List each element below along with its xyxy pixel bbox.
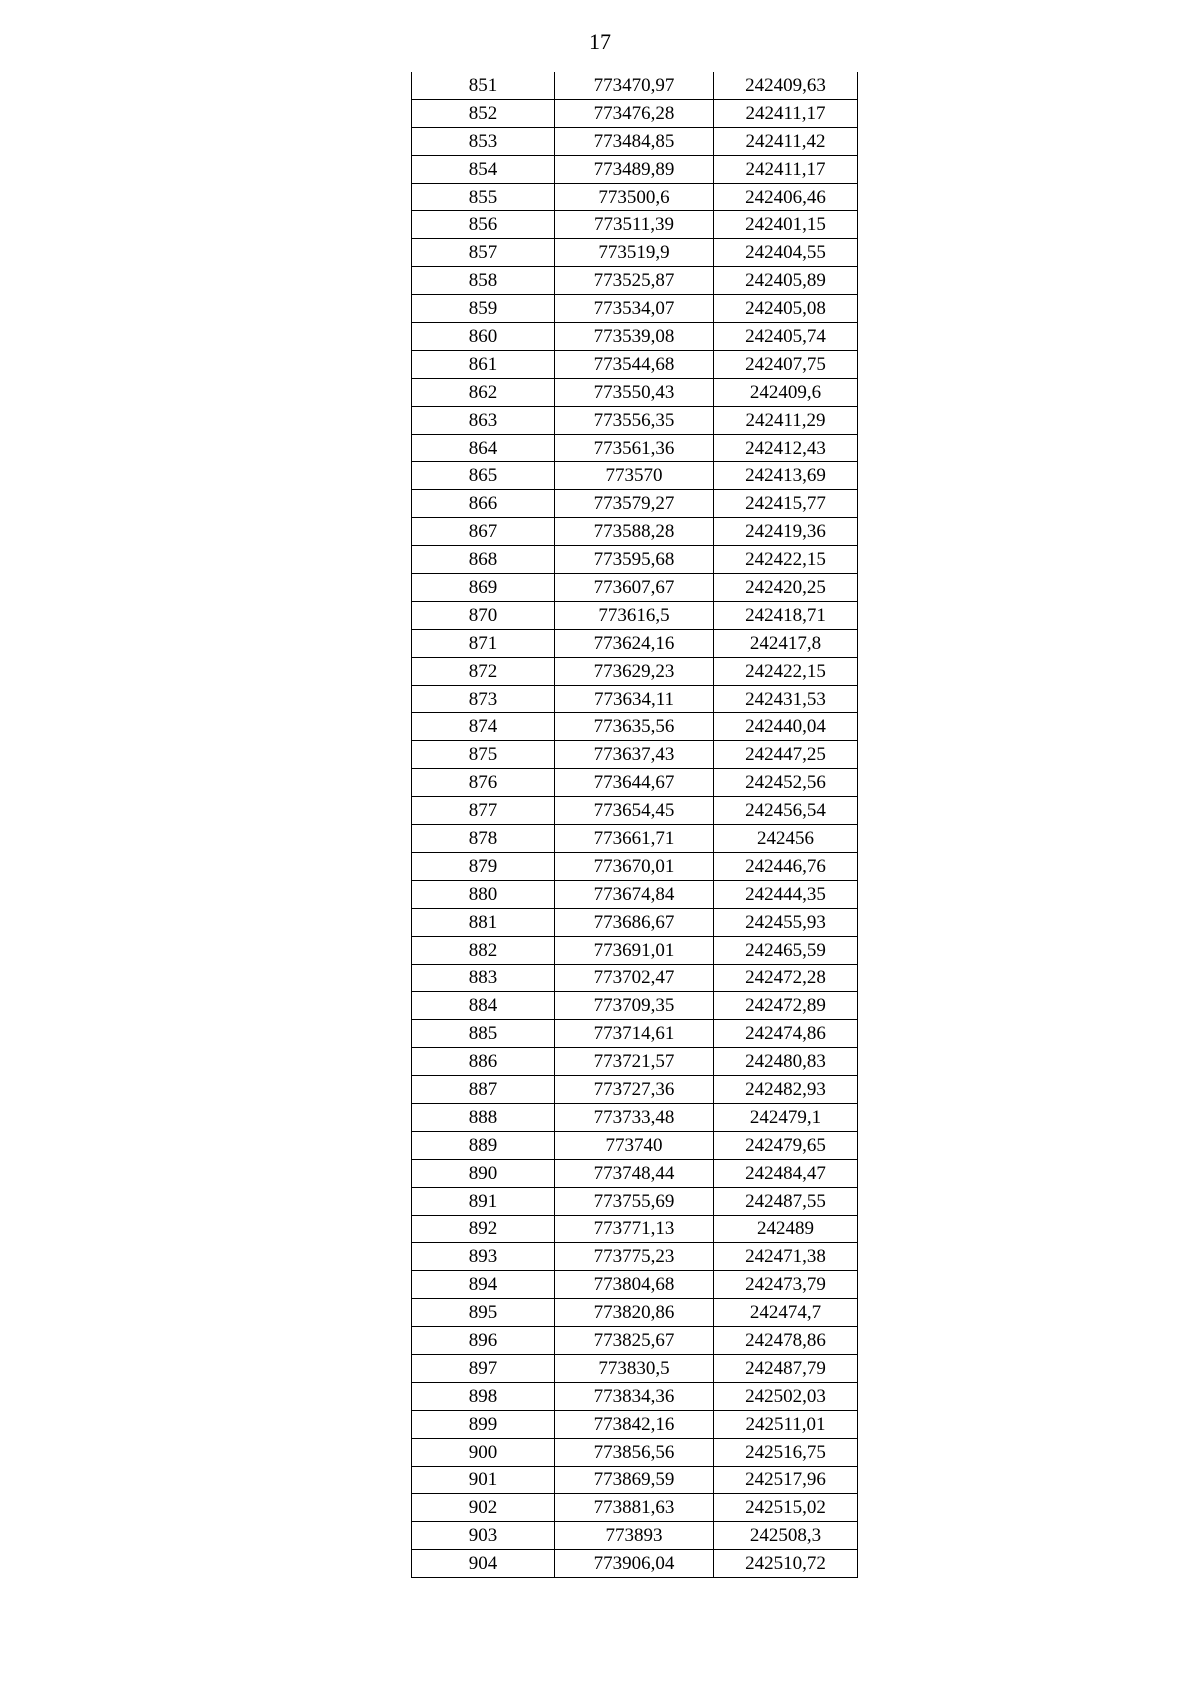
point-number-cell: 902 <box>412 1494 555 1522</box>
table-row <box>412 1131 858 1159</box>
x-coordinate-cell: 773629,23 <box>555 657 714 685</box>
table-row <box>412 629 858 657</box>
table-row <box>412 1382 858 1410</box>
table-row <box>412 685 858 713</box>
y-coordinate-cell: 242409,6 <box>714 378 858 406</box>
y-coordinate-cell: 242446,76 <box>714 852 858 880</box>
point-number-cell: 897 <box>412 1354 555 1382</box>
point-number-cell: 888 <box>412 1103 555 1131</box>
x-coordinate-cell: 773709,35 <box>555 992 714 1020</box>
x-coordinate-cell: 773686,67 <box>555 908 714 936</box>
y-coordinate-cell: 242411,29 <box>714 406 858 434</box>
table-row <box>412 323 858 351</box>
point-number-cell: 861 <box>412 350 555 378</box>
point-number-cell: 899 <box>412 1410 555 1438</box>
x-coordinate-cell: 773637,43 <box>555 741 714 769</box>
point-number-cell: 878 <box>412 825 555 853</box>
y-coordinate-cell: 242406,46 <box>714 183 858 211</box>
point-number-cell: 873 <box>412 685 555 713</box>
x-coordinate-cell: 773519,9 <box>555 239 714 267</box>
point-number-cell: 889 <box>412 1131 555 1159</box>
point-number-cell: 901 <box>412 1466 555 1494</box>
table-row <box>412 797 858 825</box>
point-number-cell: 896 <box>412 1327 555 1355</box>
table-row <box>412 908 858 936</box>
point-number-cell: 900 <box>412 1438 555 1466</box>
table-row <box>412 546 858 574</box>
table-row <box>412 657 858 685</box>
y-coordinate-cell: 242422,15 <box>714 657 858 685</box>
x-coordinate-cell: 773721,57 <box>555 1048 714 1076</box>
y-coordinate-cell: 242405,89 <box>714 267 858 295</box>
y-coordinate-cell: 242465,59 <box>714 936 858 964</box>
x-coordinate-cell: 773727,36 <box>555 1076 714 1104</box>
table-row <box>412 378 858 406</box>
y-coordinate-cell: 242510,72 <box>745 1553 826 1575</box>
x-coordinate-cell: 773550,43 <box>555 378 714 406</box>
point-number-cell: 855 <box>412 183 555 211</box>
y-coordinate-cell: 242444,35 <box>714 880 858 908</box>
x-coordinate-cell: 773820,86 <box>555 1299 714 1327</box>
y-coordinate-cell: 242420,25 <box>714 574 858 602</box>
table-row <box>412 1550 858 1578</box>
table-row <box>412 601 858 629</box>
x-coordinate-cell: 773561,36 <box>555 434 714 462</box>
y-coordinate-cell: 242417,8 <box>714 629 858 657</box>
table-row <box>412 741 858 769</box>
point-number-cell: 866 <box>412 490 555 518</box>
y-coordinate-cell: 242411,17 <box>714 155 858 183</box>
point-number-cell: 869 <box>412 574 555 602</box>
table-row <box>412 211 858 239</box>
table-row <box>412 1494 858 1522</box>
table-row <box>412 350 858 378</box>
point-number-cell: 859 <box>412 295 555 323</box>
y-coordinate-cell: 242508,3 <box>714 1522 858 1550</box>
point-number-cell: 867 <box>412 518 555 546</box>
y-coordinate-cell: 242471,38 <box>714 1243 858 1271</box>
table-row <box>412 239 858 267</box>
table-row <box>412 1215 858 1243</box>
point-number-cell: 853 <box>412 127 555 155</box>
point-number-cell: 903 <box>412 1522 555 1550</box>
point-number-cell: 879 <box>412 852 555 880</box>
table-row <box>412 1438 858 1466</box>
point-number-cell: 863 <box>412 406 555 434</box>
y-coordinate-cell: 242413,69 <box>714 462 858 490</box>
x-coordinate-cell: 773740 <box>555 1131 714 1159</box>
x-coordinate-cell: 773624,16 <box>555 629 714 657</box>
x-coordinate-cell: 773539,08 <box>555 323 714 351</box>
x-coordinate-cell: 773544,68 <box>555 350 714 378</box>
table-row <box>412 406 858 434</box>
y-coordinate-cell: 242431,53 <box>714 685 858 713</box>
table-row <box>412 1159 858 1187</box>
x-coordinate-cell: 773616,5 <box>555 601 714 629</box>
x-coordinate-cell: 773670,01 <box>555 852 714 880</box>
point-number-cell: 882 <box>412 936 555 964</box>
table-row <box>412 1271 858 1299</box>
coordinates-table <box>411 72 858 1578</box>
point-number-cell: 893 <box>412 1243 555 1271</box>
page-number: 17 <box>589 29 611 54</box>
point-number-cell: 872 <box>412 657 555 685</box>
x-coordinate-cell: 773635,56 <box>555 713 714 741</box>
point-number-cell: 862 <box>412 378 555 406</box>
x-coordinate-cell: 773804,68 <box>555 1271 714 1299</box>
y-coordinate-cell: 242418,71 <box>714 601 858 629</box>
table-row <box>412 295 858 323</box>
y-coordinate-cell: 242411,17 <box>714 99 858 127</box>
point-number-cell: 892 <box>412 1215 555 1243</box>
x-coordinate-cell: 773775,23 <box>555 1243 714 1271</box>
point-number-cell: 864 <box>412 434 555 462</box>
point-number-cell: 865 <box>412 462 555 490</box>
x-coordinate-cell: 773755,69 <box>555 1187 714 1215</box>
x-coordinate-cell: 773588,28 <box>555 518 714 546</box>
table-row <box>412 518 858 546</box>
y-coordinate-cell: 242487,55 <box>714 1187 858 1215</box>
y-coordinate-cell: 242478,86 <box>714 1327 858 1355</box>
point-number-cell: 854 <box>412 155 555 183</box>
y-coordinate-cell: 242472,28 <box>714 964 858 992</box>
x-coordinate-cell: 773511,39 <box>555 211 714 239</box>
y-coordinate-cell: 242405,74 <box>714 323 858 351</box>
x-coordinate-cell: 773470,97 <box>555 72 714 99</box>
x-coordinate-cell: 773702,47 <box>555 964 714 992</box>
point-number-cell: 877 <box>412 797 555 825</box>
y-coordinate-cell: 242480,83 <box>714 1048 858 1076</box>
point-number-cell: 871 <box>412 629 555 657</box>
x-coordinate-cell: 773856,56 <box>555 1438 714 1466</box>
table-row <box>412 1103 858 1131</box>
table-row <box>412 992 858 1020</box>
point-number-cell: 887 <box>412 1076 555 1104</box>
table-row <box>412 852 858 880</box>
table-row <box>412 1299 858 1327</box>
y-coordinate-cell: 242482,93 <box>714 1076 858 1104</box>
point-number-cell: 894 <box>412 1271 555 1299</box>
x-coordinate-cell: 773607,67 <box>555 574 714 602</box>
point-number-cell: 851 <box>412 72 555 99</box>
point-number-cell: 891 <box>412 1187 555 1215</box>
x-coordinate-cell: 773534,07 <box>555 295 714 323</box>
point-number-cell: 852 <box>412 99 555 127</box>
table-row <box>412 1076 858 1104</box>
table-row <box>412 1354 858 1382</box>
point-number-cell: 876 <box>412 769 555 797</box>
point-number-cell: 870 <box>412 601 555 629</box>
x-coordinate-cell: 773771,13 <box>555 1215 714 1243</box>
y-coordinate-cell: 242484,47 <box>714 1159 858 1187</box>
point-number-cell: 868 <box>412 546 555 574</box>
point-number-cell: 881 <box>412 908 555 936</box>
x-coordinate-cell: 773748,44 <box>555 1159 714 1187</box>
y-coordinate-cell: 242502,03 <box>714 1382 858 1410</box>
y-coordinate-cell: 242422,15 <box>714 546 858 574</box>
x-coordinate-cell: 773644,67 <box>555 769 714 797</box>
table-row <box>412 155 858 183</box>
x-coordinate-cell: 773654,45 <box>555 797 714 825</box>
point-number-cell: 886 <box>412 1048 555 1076</box>
y-coordinate-cell: 242479,1 <box>714 1103 858 1131</box>
point-number-cell: 895 <box>412 1299 555 1327</box>
point-number-cell: 883 <box>412 964 555 992</box>
point-number-cell: 885 <box>412 1020 555 1048</box>
y-coordinate-cell: 242474,7 <box>714 1299 858 1327</box>
table-row <box>412 462 858 490</box>
x-coordinate-cell: 773893 <box>555 1522 714 1550</box>
x-coordinate-cell: 773691,01 <box>555 936 714 964</box>
x-coordinate-cell: 773525,87 <box>555 267 714 295</box>
y-coordinate-cell: 242401,15 <box>714 211 858 239</box>
y-coordinate-cell: 242411,42 <box>714 127 858 155</box>
x-coordinate-cell: 773595,68 <box>555 546 714 574</box>
x-coordinate-cell: 773881,63 <box>555 1494 714 1522</box>
table-row <box>412 880 858 908</box>
x-coordinate-cell: 773830,5 <box>555 1354 714 1382</box>
point-number-cell: 898 <box>412 1382 555 1410</box>
point-number-cell: 858 <box>412 267 555 295</box>
y-coordinate-cell: 242415,77 <box>714 490 858 518</box>
x-coordinate-cell: 773489,89 <box>555 155 714 183</box>
y-coordinate-cell: 242456,54 <box>714 797 858 825</box>
table-row <box>412 1327 858 1355</box>
x-coordinate-cell: 773661,71 <box>555 825 714 853</box>
y-coordinate-cell: 242409,63 <box>714 72 858 99</box>
table-row <box>412 825 858 853</box>
x-coordinate-cell: 773476,28 <box>555 99 714 127</box>
y-coordinate-cell: 242404,55 <box>714 239 858 267</box>
x-coordinate-cell: 773500,6 <box>555 183 714 211</box>
y-coordinate-cell: 242515,02 <box>714 1494 858 1522</box>
table-row <box>412 72 858 99</box>
x-coordinate-cell: 773634,11 <box>555 685 714 713</box>
y-coordinate-cell: 242455,93 <box>714 908 858 936</box>
point-number-cell: 884 <box>412 992 555 1020</box>
x-coordinate-cell: 773834,36 <box>555 1382 714 1410</box>
x-coordinate-cell: 773579,27 <box>555 490 714 518</box>
table-row <box>412 1048 858 1076</box>
table-row <box>412 1243 858 1271</box>
y-coordinate-cell: 242447,25 <box>714 741 858 769</box>
y-coordinate-cell: 242511,01 <box>714 1410 858 1438</box>
y-coordinate-cell: 242412,43 <box>714 434 858 462</box>
point-number-cell: 875 <box>412 741 555 769</box>
table-row <box>412 936 858 964</box>
table-row <box>412 1187 858 1215</box>
x-coordinate-cell: 773484,85 <box>555 127 714 155</box>
x-coordinate-cell: 773869,59 <box>555 1466 714 1494</box>
point-number-cell: 874 <box>412 713 555 741</box>
table-row <box>412 267 858 295</box>
table-row <box>412 127 858 155</box>
x-coordinate-cell: 773570 <box>555 462 714 490</box>
x-coordinate-cell: 773842,16 <box>555 1410 714 1438</box>
y-coordinate-cell: 242479,65 <box>714 1131 858 1159</box>
y-coordinate-cell: 242440,04 <box>714 713 858 741</box>
y-coordinate-cell: 242452,56 <box>714 769 858 797</box>
table-row <box>412 574 858 602</box>
y-coordinate-cell: 242489 <box>714 1215 858 1243</box>
point-number-cell: 860 <box>412 323 555 351</box>
x-coordinate-cell: 773733,48 <box>555 1103 714 1131</box>
table-row <box>412 1410 858 1438</box>
table-row <box>412 183 858 211</box>
y-coordinate-cell: 242516,75 <box>714 1438 858 1466</box>
y-coordinate-cell: 242407,75 <box>714 350 858 378</box>
y-coordinate-cell: 242487,79 <box>714 1354 858 1382</box>
x-coordinate-cell: 773825,67 <box>555 1327 714 1355</box>
y-coordinate-cell: 242419,36 <box>714 518 858 546</box>
x-coordinate-cell: 773674,84 <box>555 880 714 908</box>
x-coordinate-cell: 773714,61 <box>555 1020 714 1048</box>
y-coordinate-cell: 242472,89 <box>714 992 858 1020</box>
point-number-cell: 904 <box>412 1550 555 1578</box>
point-number-cell: 890 <box>412 1159 555 1187</box>
table-row <box>412 1020 858 1048</box>
table-row <box>412 713 858 741</box>
y-coordinate-cell: 242474,86 <box>714 1020 858 1048</box>
point-number-cell: 856 <box>412 211 555 239</box>
x-coordinate-cell: 773906,04 <box>555 1550 714 1578</box>
table-row <box>412 964 858 992</box>
table-row <box>412 1522 858 1550</box>
y-coordinate-cell: 242473,79 <box>714 1271 858 1299</box>
point-number-cell: 857 <box>412 239 555 267</box>
y-coordinate-cell: 242456 <box>714 825 858 853</box>
table-row <box>412 490 858 518</box>
table-row <box>412 769 858 797</box>
table-row <box>412 1466 858 1494</box>
y-coordinate-cell: 242405,08 <box>714 295 858 323</box>
point-number-cell: 880 <box>412 880 555 908</box>
table-row <box>412 99 858 127</box>
table-row <box>412 434 858 462</box>
coordinates-table-body <box>412 72 858 1578</box>
y-coordinate-cell: 242517,96 <box>714 1466 858 1494</box>
x-coordinate-cell: 773556,35 <box>555 406 714 434</box>
